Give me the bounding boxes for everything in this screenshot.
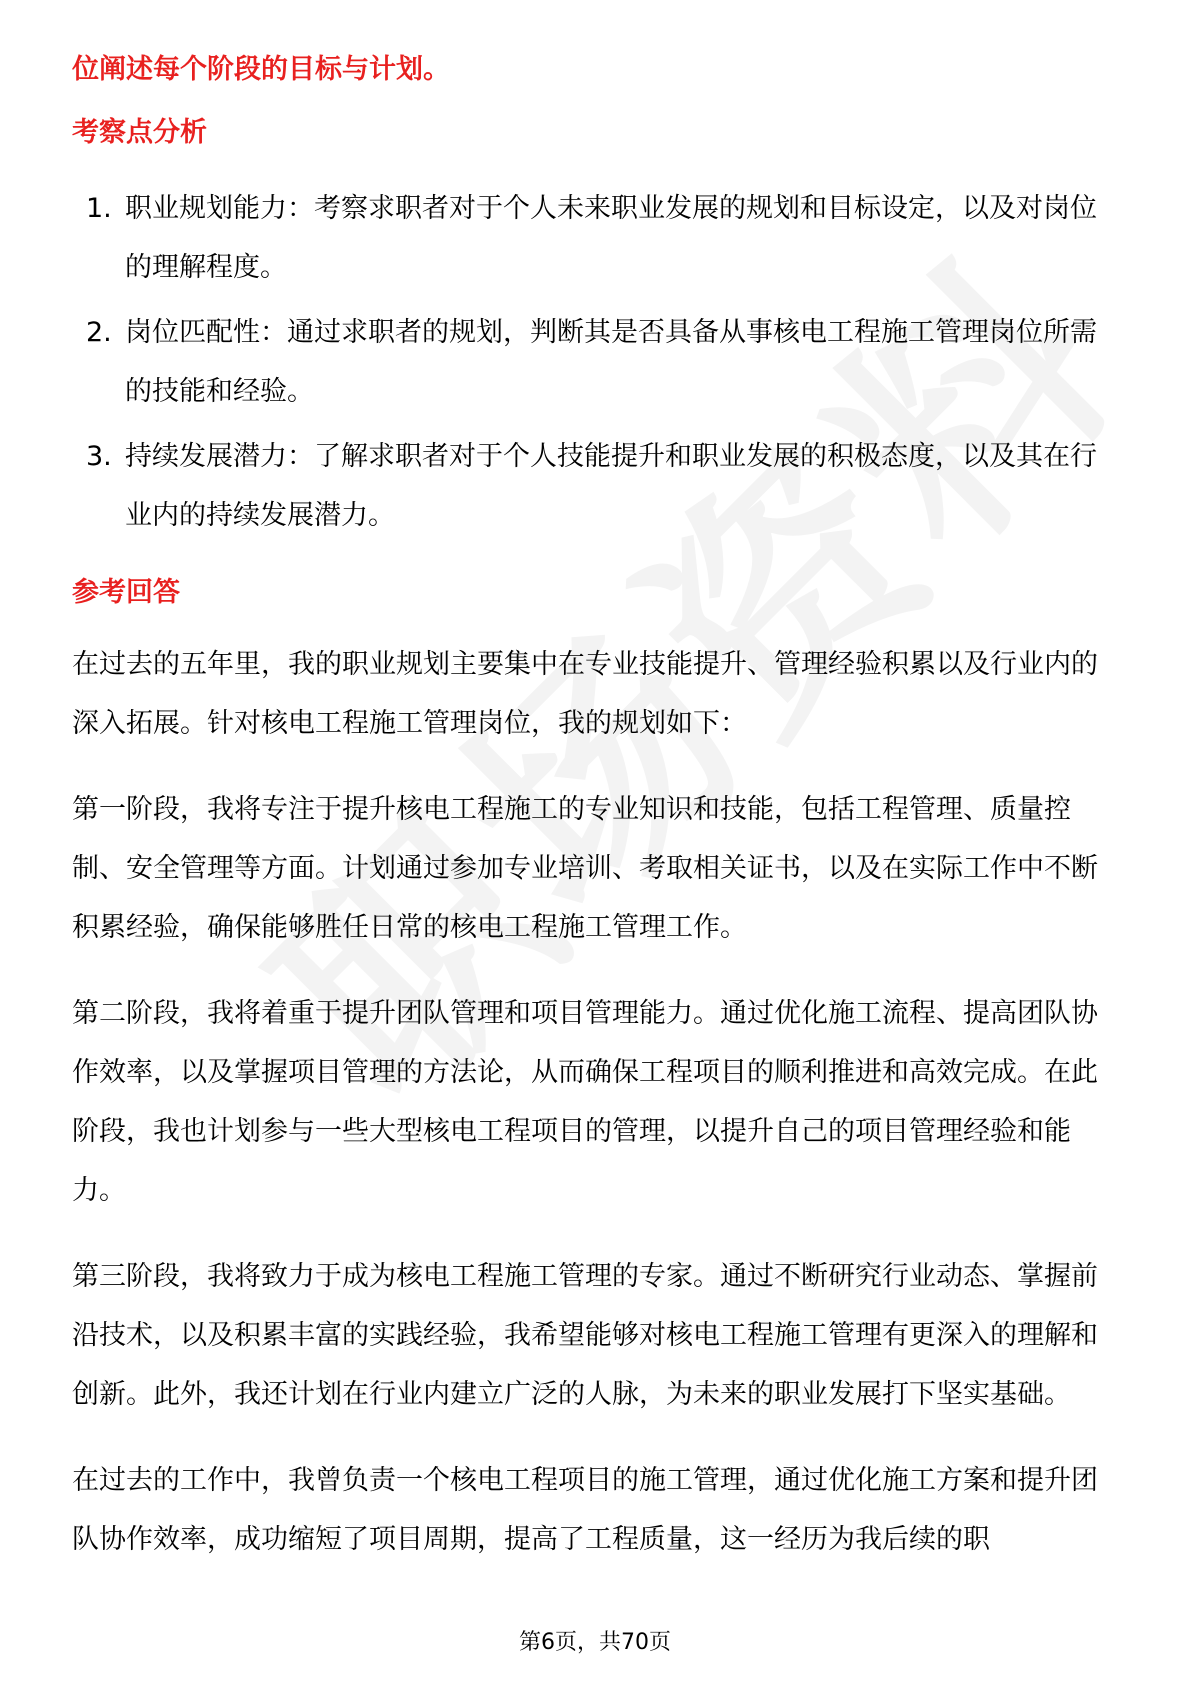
analysis-item-number: 3. — [86, 441, 112, 472]
analysis-item-text: 职业规划能力：考察求职者对于个人未来职业发展的规划和目标设定，以及对岗位的理解程度。 — [125, 193, 1097, 283]
analysis-item-number: 2. — [86, 317, 112, 348]
analysis-item-text: 持续发展潜力：了解求职者对于个人技能提升和职业发展的积极态度，以及其在行业内的持续发展潜力。 — [125, 441, 1097, 531]
page-content — [72, 50, 1122, 1569]
analysis-item — [72, 427, 1122, 545]
page-number: 第6页，共70页 — [519, 1630, 671, 1655]
analysis-list — [72, 179, 1122, 545]
answer-paragraph: 第三阶段，我将致力于成为核电工程施工管理的专家。通过不断研究行业动态、掌握前沿技术，以及积累丰富的实践经验，我希望能够对核电工程施工管理有更深入的理解和创新。此外，我还计划在行业内建立广泛的人脉，为未来的职业发展打下坚实基础。 — [72, 1261, 1098, 1410]
analysis-item-number: 1. — [86, 193, 112, 224]
analysis-item — [72, 179, 1122, 297]
answer-paragraph: 在过去的工作中，我曾负责一个核电工程项目的施工管理，通过优化施工方案和提升团队协作效率，成功缩短了项目周期，提高了工程质量，这一经历为我后续的职 — [72, 1465, 1098, 1555]
answer-paragraph: 第一阶段，我将专注于提升核电工程施工的专业知识和技能，包括工程管理、质量控制、安全管理等方面。计划通过参加专业培训、考取相关证书，以及在实际工作中不断积累经验，确保能够胜任日常的核电工程施工管理工作。 — [72, 794, 1098, 943]
answer-heading: 参考回答 — [72, 577, 180, 608]
analysis-item — [72, 303, 1122, 421]
answer-paragraph: 第二阶段，我将着重于提升团队管理和项目管理能力。通过优化施工流程、提高团队协作效率，以及掌握项目管理的方法论，从而确保工程项目的顺利推进和高效完成。在此阶段，我也计划参与一些大型核电工程项目的管理，以提升自己的项目管理经验和能力。 — [72, 998, 1098, 1206]
intro-line: 位阐述每个阶段的目标与计划。 — [72, 54, 450, 85]
answer-paragraph: 在过去的五年里，我的职业规划主要集中在专业技能提升、管理经验积累以及行业内的深入拓展。针对核电工程施工管理岗位，我的规划如下： — [72, 649, 1098, 739]
analysis-heading: 考察点分析 — [72, 117, 207, 148]
analysis-item-text: 岗位匹配性：通过求职者的规划，判断其是否具备从事核电工程施工管理岗位所需的技能和经验。 — [125, 317, 1097, 407]
